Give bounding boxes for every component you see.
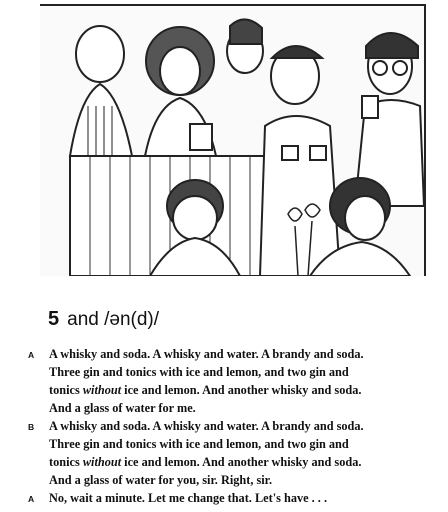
central-man (260, 46, 340, 276)
dialogue-line: And a glass of water for you, sir. Right, sir. (49, 473, 273, 487)
dialogue-line: A whisky and soda. A whisky and water. A brandy and soda. (49, 347, 364, 361)
man-pointing (227, 19, 263, 73)
dialogue-line: And a glass of water for me. (49, 401, 196, 415)
dialogue-line: No, wait a minute. Let me change that. Let's have . . . (49, 491, 328, 505)
barman-figure (70, 26, 132, 156)
dialogue-line: Three gin and tonics with ice and lemon, and two gin and (49, 437, 349, 451)
section-number: 5 (48, 308, 60, 330)
dialogue-line: Three gin and tonics with ice and lemon, and two gin and (49, 365, 349, 379)
dialogue-line: tonics without ice and lemon. And another whisky and soda. (49, 455, 362, 469)
bar-scene-illustration (40, 4, 426, 276)
curly-haired-woman (145, 27, 216, 156)
speaker-label: A (28, 350, 35, 360)
section-title: and /ən(d)/ (67, 309, 160, 330)
bar-scene-drawing (40, 6, 424, 276)
speaker-label: B (28, 422, 35, 432)
dialogue-line: tonics without ice and lemon. And another whisky and soda. (49, 383, 362, 397)
speaker-label: A (28, 494, 35, 504)
dialogue-line: A whisky and soda. A whisky and water. A brandy and soda. (49, 419, 364, 433)
section-heading (48, 308, 159, 331)
